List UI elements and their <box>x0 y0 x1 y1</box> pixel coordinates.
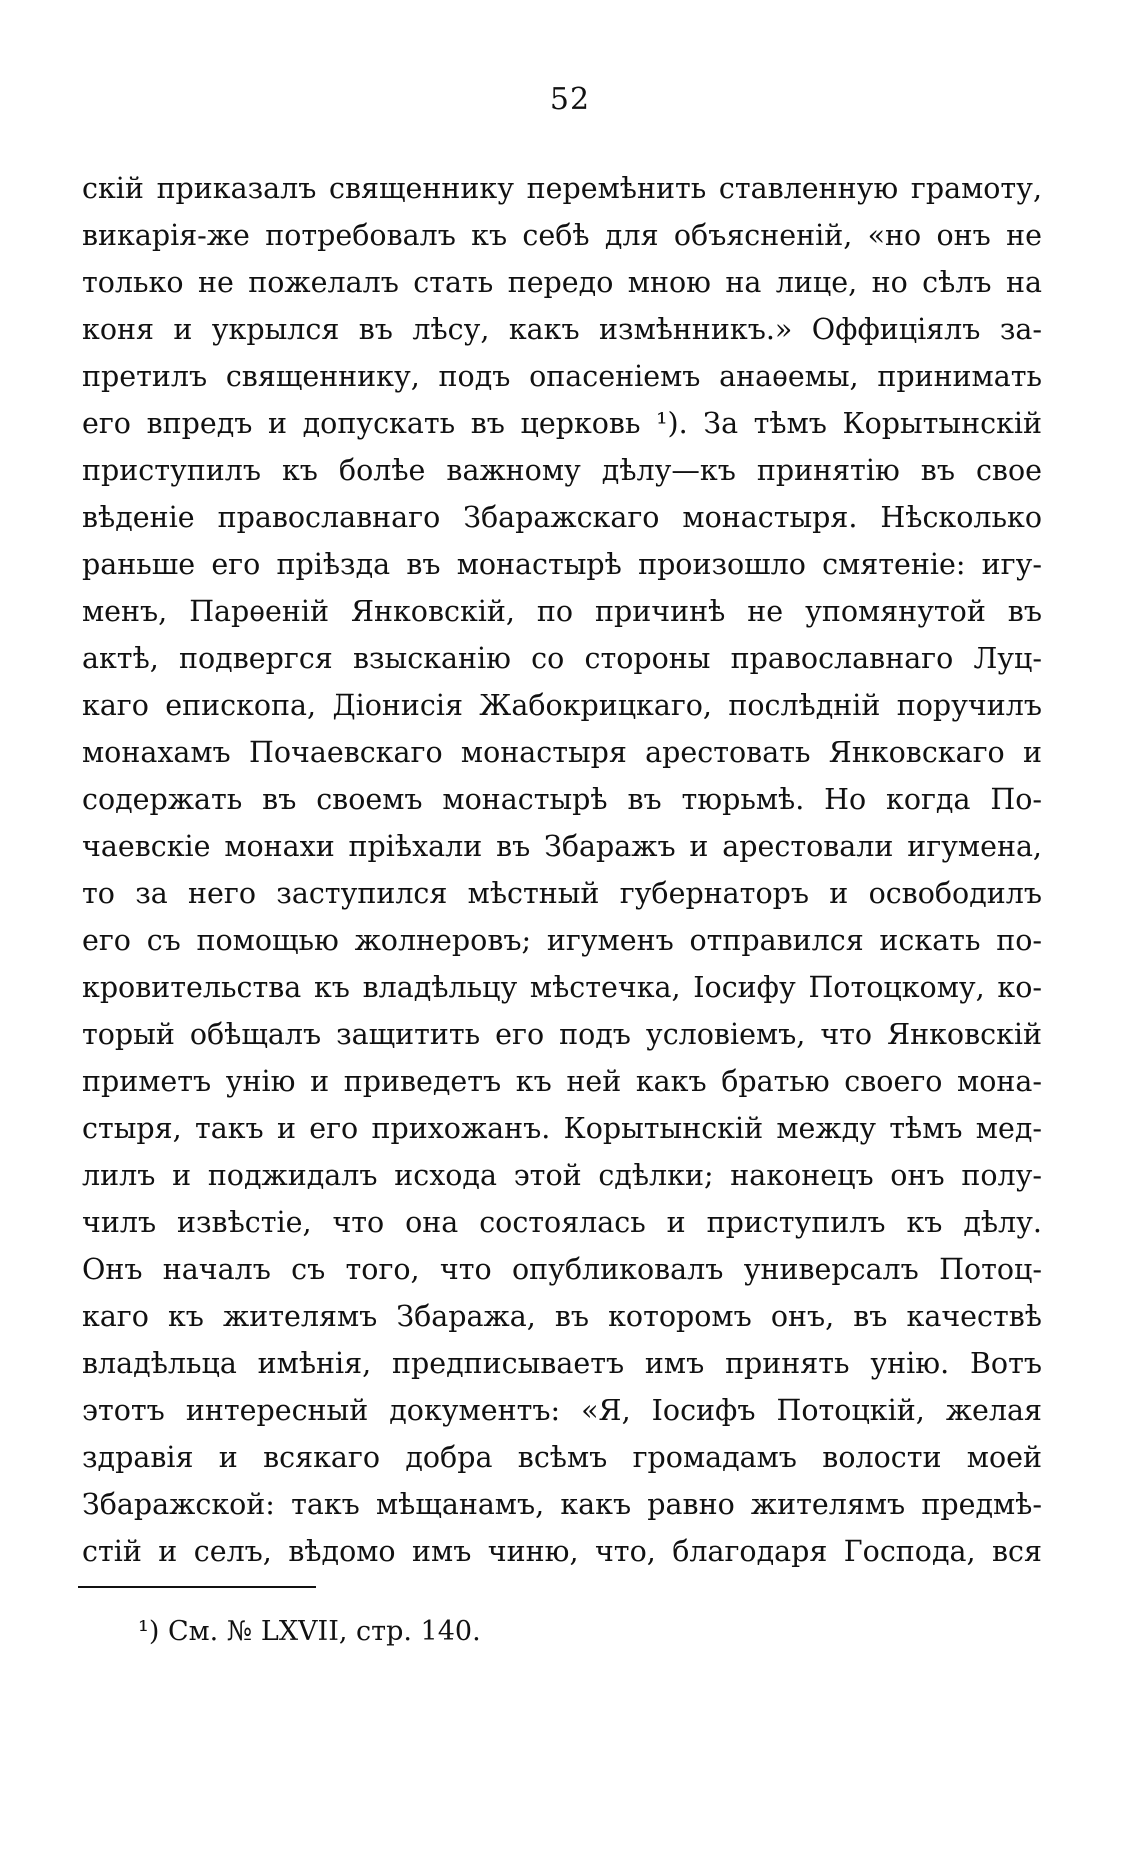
text-line: этотъ интересный документъ: «Я, Іосифъ Потоцкій, желая <box>82 1394 1042 1427</box>
text-line: лилъ и поджидалъ исхода этой сдѣлки; наконецъ онъ полу- <box>82 1159 1042 1192</box>
text-line: вѣденіе православнаго Збаражскаго монастыря. Нѣсколько <box>82 501 1042 534</box>
text-line: раньше его пріѣзда въ монастырѣ произошло смятеніе: игу- <box>82 548 1042 581</box>
text-line: претилъ священнику, подъ опасеніемъ анаѳемы, принимать <box>82 360 1042 393</box>
text-line: кровительства къ владѣльцу мѣстечка, Іосифу Потоцкому, ко- <box>82 971 1042 1004</box>
text-line: то за него заступился мѣстный губернаторъ и освободилъ <box>82 877 1042 910</box>
footnote-divider <box>78 1586 316 1588</box>
text-line: стій и селъ, вѣдомо имъ чиню, что, благодаря Господа, вся <box>82 1535 1042 1568</box>
text-line: каго къ жителямъ Збаража, въ которомъ онъ, въ качествѣ <box>82 1300 1042 1333</box>
text-line: чаевскіе монахи пріѣхали въ Збаражъ и арестовали игумена, <box>82 830 1042 863</box>
text-line: торый обѣщалъ защитить его подъ условіемъ, что Янковскій <box>82 1018 1042 1051</box>
text-line: коня и укрылся въ лѣсу, какъ измѣнникъ.» Оффиціялъ за- <box>82 313 1042 346</box>
text-line: владѣльца имѣнія, предписываетъ имъ принять унію. Вотъ <box>82 1347 1042 1380</box>
text-line: содержать въ своемъ монастырѣ въ тюрьмѣ. Но когда По- <box>82 783 1042 816</box>
text-line: актѣ, подвергся взысканію со стороны православнаго Луц- <box>82 642 1042 675</box>
text-line: его впредъ и допускать въ церковь ¹). За тѣмъ Корытынскій <box>82 407 1042 440</box>
footnote: ¹) См. № LXVII, стр. 140. <box>138 1616 481 1647</box>
text-line: Збаражской: такъ мѣщанамъ, какъ равно жителямъ предмѣ- <box>82 1488 1042 1521</box>
text-line: чилъ извѣстіе, что она состоялась и приступилъ къ дѣлу. <box>82 1206 1042 1239</box>
text-line: скій приказалъ священнику перемѣнить ставленную грамоту, <box>82 172 1042 205</box>
text-line: викарія-же потребовалъ къ себѣ для объясненій, «но онъ не <box>82 219 1042 252</box>
text-line: менъ, Парѳеній Янковскій, по причинѣ не упомянутой въ <box>82 595 1042 628</box>
text-line: каго епископа, Діонисія Жабокрицкаго, послѣдній поручилъ <box>82 689 1042 722</box>
text-line: его съ помощью жолнеровъ; игуменъ отправился искать по- <box>82 924 1042 957</box>
text-line: здравія и всякаго добра всѣмъ громадамъ волости моей <box>82 1441 1042 1474</box>
text-line: Онъ началъ съ того, что опубликовалъ универсалъ Потоц- <box>82 1253 1042 1286</box>
text-line: стыря, такъ и его прихожанъ. Корытынскій между тѣмъ мед- <box>82 1112 1042 1145</box>
text-line: только не пожелалъ стать передо мною на лице, но сѣлъ на <box>82 266 1042 299</box>
text-line: приметъ унію и приведетъ къ ней какъ братью своего мона- <box>82 1065 1042 1098</box>
body-text <box>82 165 1042 1575</box>
text-line: монахамъ Почаевскаго монастыря арестовать Янковскаго и <box>82 736 1042 769</box>
page-number: 52 <box>549 82 591 117</box>
text-line: приступилъ къ болѣе важному дѣлу—къ принятію въ свое <box>82 454 1042 487</box>
